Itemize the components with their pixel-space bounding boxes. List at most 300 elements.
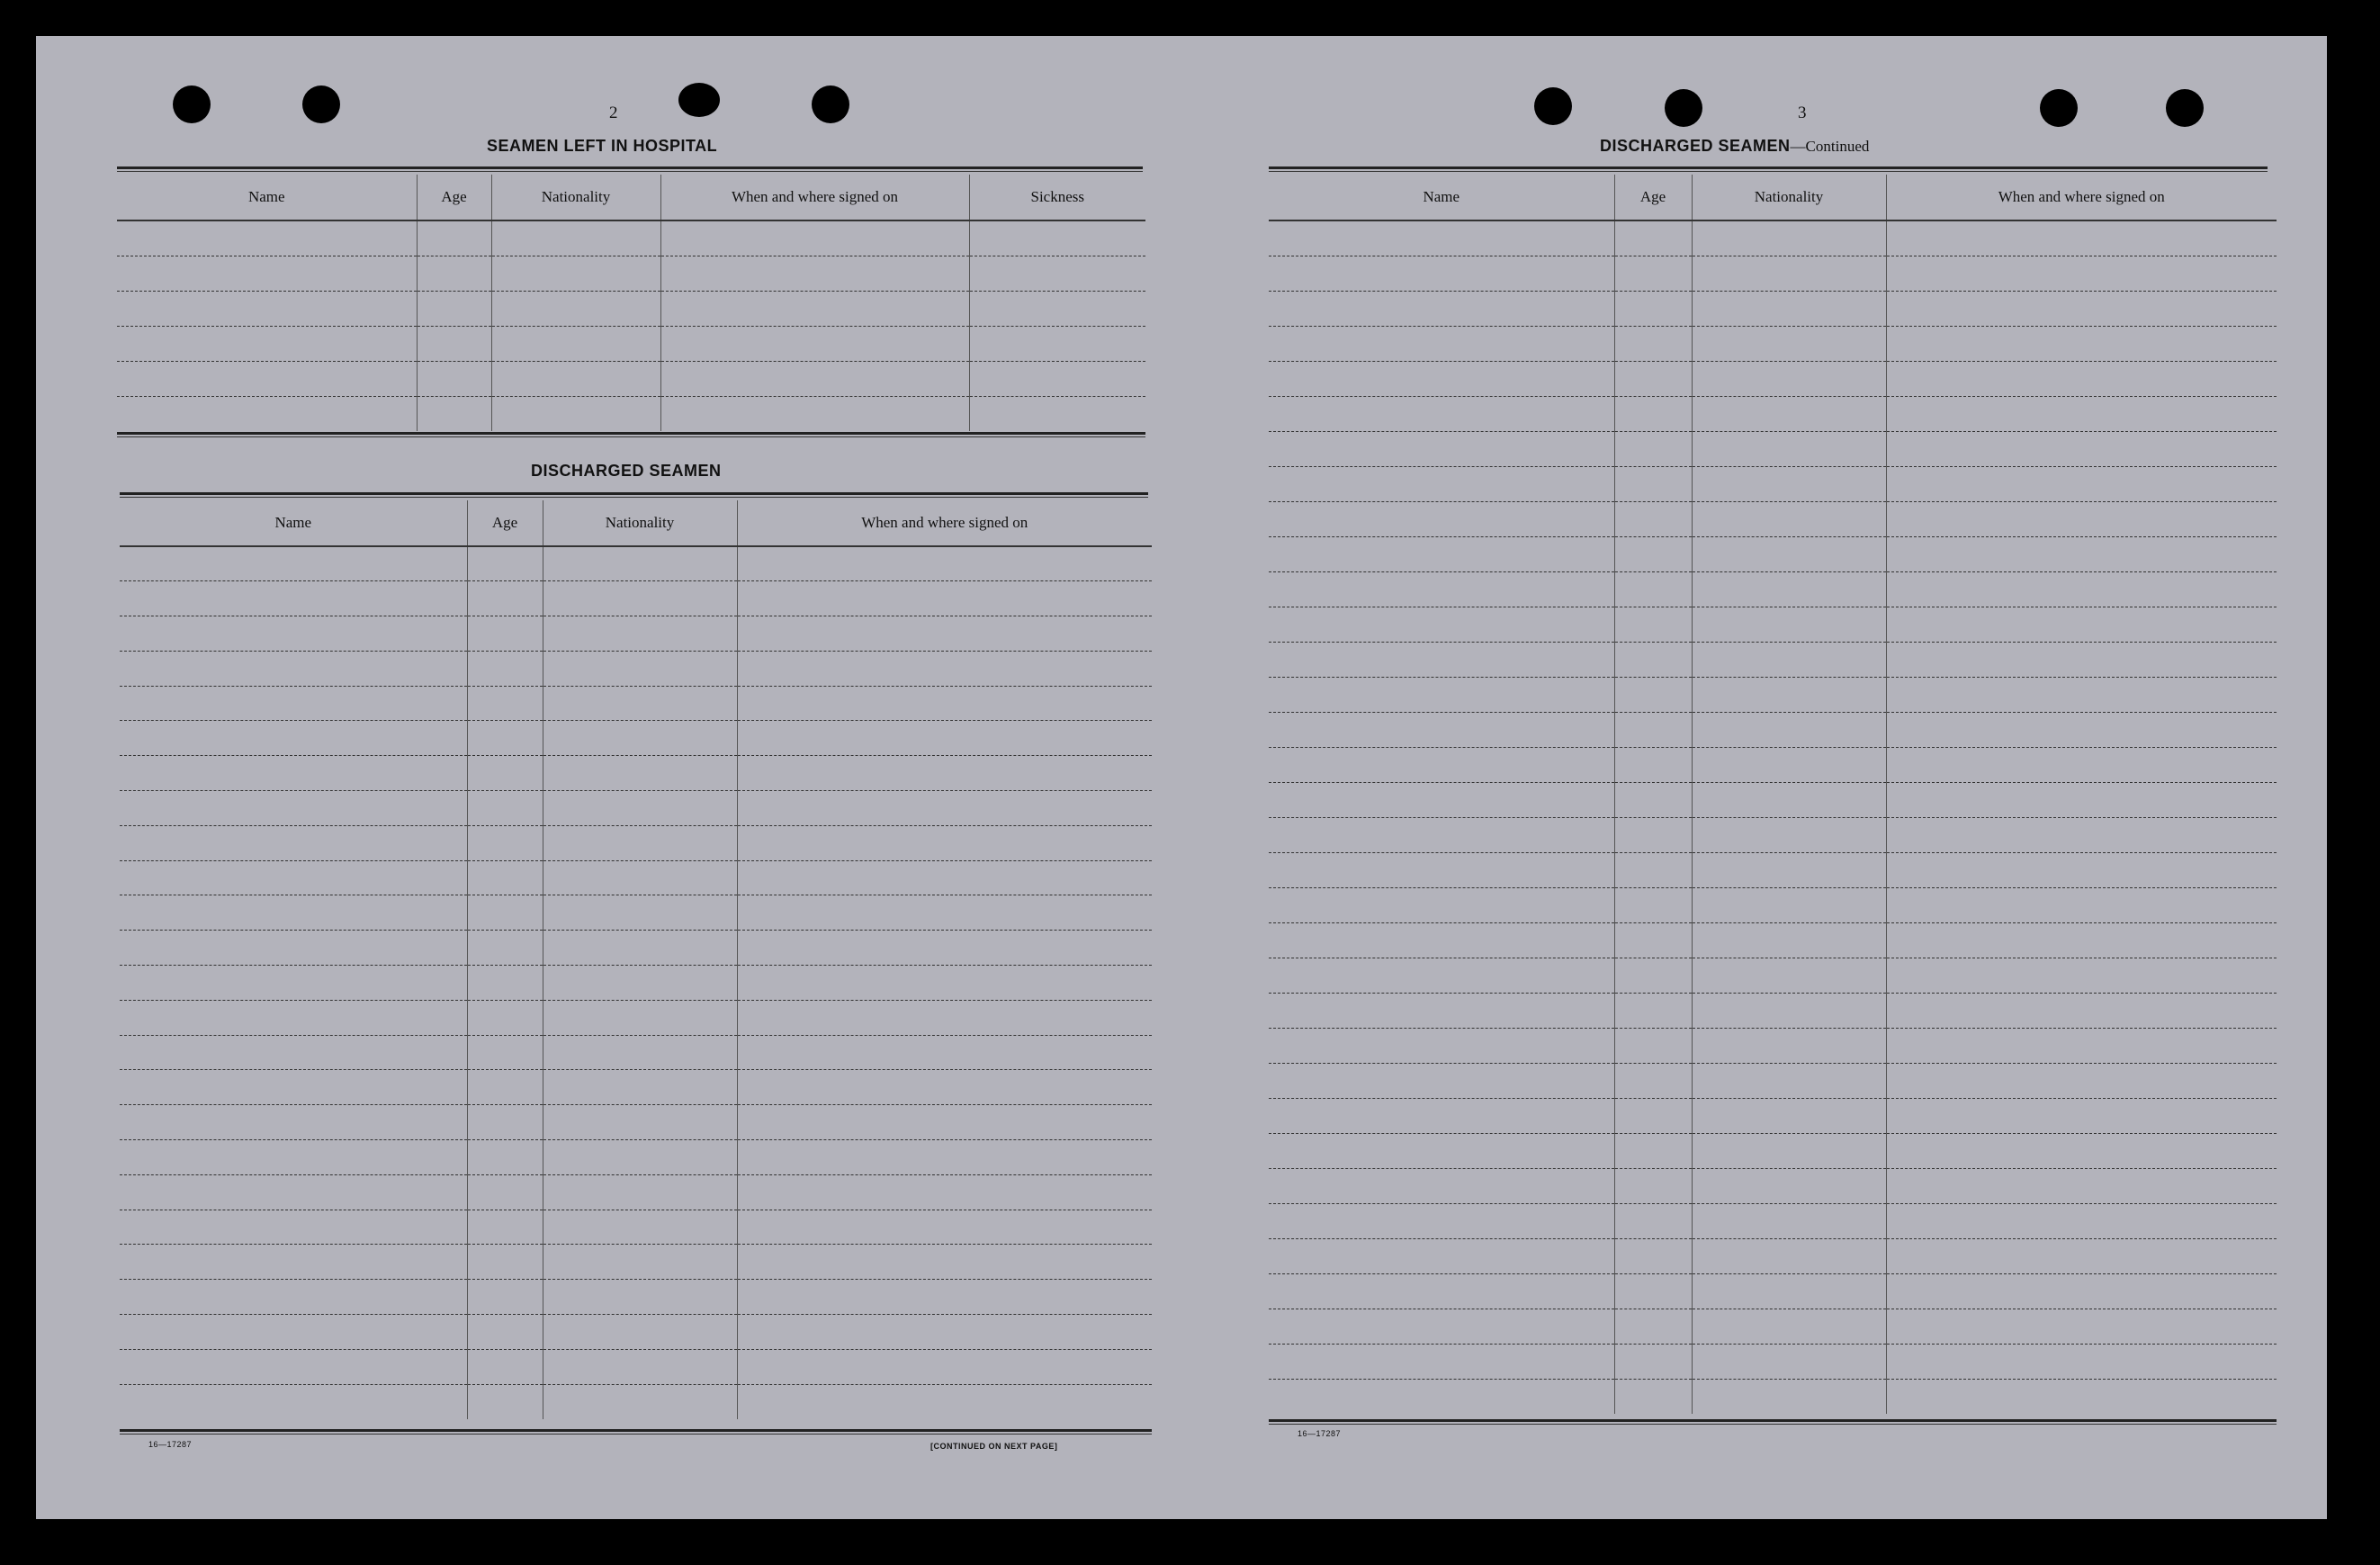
- blank-cell: [660, 361, 969, 396]
- blank-cell: [1269, 677, 1614, 712]
- blank-cell: [969, 326, 1145, 361]
- table-row: [1269, 431, 2277, 466]
- blank-cell: [543, 1349, 737, 1384]
- blank-cell: [1692, 256, 1886, 291]
- blank-cell: [1886, 1309, 2277, 1344]
- table-row: [120, 1070, 1152, 1105]
- blank-cell: [1614, 1273, 1692, 1309]
- blank-cell: [1886, 887, 2277, 922]
- blank-cell: [491, 326, 660, 361]
- blank-cell: [1269, 1098, 1614, 1133]
- blank-cell: [737, 1245, 1152, 1280]
- blank-cell: [969, 220, 1145, 256]
- double-rule: [120, 1429, 1152, 1432]
- blank-cell: [1269, 396, 1614, 431]
- blank-cell: [467, 756, 543, 791]
- blank-cell: [1269, 712, 1614, 747]
- blank-cell: [1886, 852, 2277, 887]
- blank-cell: [1886, 431, 2277, 466]
- table-row: [120, 966, 1152, 1001]
- table-row: [1269, 958, 2277, 993]
- blank-cell: [543, 686, 737, 721]
- blank-cell: [467, 1140, 543, 1175]
- blank-cell: [1692, 782, 1886, 817]
- blank-cell: [1614, 1309, 1692, 1344]
- blank-cell: [969, 291, 1145, 326]
- blank-cell: [1614, 1344, 1692, 1379]
- blank-cell: [120, 895, 467, 931]
- blank-cell: [543, 1210, 737, 1245]
- blank-cell: [467, 581, 543, 616]
- table-row: [1269, 466, 2277, 501]
- double-rule: [120, 492, 1148, 495]
- blank-cell: [1614, 1238, 1692, 1273]
- blank-cell: [491, 361, 660, 396]
- blank-cell: [491, 220, 660, 256]
- double-rule: [1269, 166, 2268, 169]
- blank-cell: [1886, 1379, 2277, 1414]
- blank-cell: [467, 895, 543, 931]
- discharged-table-title: DISCHARGED SEAMEN: [531, 462, 722, 480]
- blank-cell: [737, 616, 1152, 652]
- blank-cell: [1692, 817, 1886, 852]
- blank-cell: [1692, 607, 1886, 642]
- blank-cell: [1614, 291, 1692, 326]
- blank-cell: [467, 1105, 543, 1140]
- blank-cell: [1692, 1028, 1886, 1063]
- blank-cell: [1614, 1379, 1692, 1414]
- blank-cell: [1886, 220, 2277, 256]
- blank-cell: [1886, 922, 2277, 958]
- blank-cell: [417, 396, 491, 431]
- double-rule: [117, 166, 1143, 169]
- table-row: [120, 1280, 1152, 1315]
- blank-cell: [1692, 326, 1886, 361]
- blank-cell: [737, 791, 1152, 826]
- blank-cell: [120, 1245, 467, 1280]
- blank-cell: [543, 895, 737, 931]
- blank-cell: [467, 546, 543, 581]
- blank-cell: [737, 651, 1152, 686]
- blank-cell: [543, 931, 737, 966]
- hospital-table-title: SEAMEN LEFT IN HOSPITAL: [487, 137, 718, 155]
- table-row: [1269, 1063, 2277, 1098]
- column-header: Nationality: [543, 500, 737, 546]
- blank-cell: [1269, 501, 1614, 536]
- blank-cell: [1692, 922, 1886, 958]
- table-row: [120, 1245, 1152, 1280]
- blank-cell: [467, 1315, 543, 1350]
- blank-cell: [467, 966, 543, 1001]
- blank-cell: [543, 616, 737, 652]
- column-header: When and where signed on: [1886, 175, 2277, 220]
- blank-cell: [1886, 1273, 2277, 1309]
- blank-cell: [120, 1105, 467, 1140]
- blank-cell: [120, 1070, 467, 1105]
- blank-cell: [737, 966, 1152, 1001]
- blank-cell: [737, 1000, 1152, 1035]
- blank-cell: [737, 1105, 1152, 1140]
- blank-cell: [467, 1349, 543, 1384]
- table-row: [120, 1384, 1152, 1419]
- blank-cell: [737, 1315, 1152, 1350]
- blank-cell: [1269, 887, 1614, 922]
- table-row: [1269, 1344, 2277, 1379]
- table-row: [1269, 256, 2277, 291]
- blank-cell: [1614, 501, 1692, 536]
- table-row: [120, 546, 1152, 581]
- double-rule: [117, 432, 1145, 435]
- blank-cell: [120, 651, 467, 686]
- blank-cell: [1269, 1133, 1614, 1168]
- blank-cell: [737, 1210, 1152, 1245]
- table-row: [1269, 993, 2277, 1028]
- blank-cell: [1886, 501, 2277, 536]
- blank-cell: [1692, 852, 1886, 887]
- blank-cell: [120, 1174, 467, 1210]
- blank-cell: [543, 791, 737, 826]
- blank-cell: [1692, 1309, 1886, 1344]
- blank-cell: [120, 686, 467, 721]
- blank-cell: [543, 1315, 737, 1350]
- table-row: [1269, 326, 2277, 361]
- form-number: 16—17287: [148, 1440, 193, 1449]
- blank-cell: [1614, 396, 1692, 431]
- title-continued: —Continued: [1790, 138, 1870, 155]
- blank-cell: [120, 581, 467, 616]
- blank-cell: [1269, 922, 1614, 958]
- blank-cell: [1692, 501, 1886, 536]
- blank-cell: [1614, 1168, 1692, 1203]
- blank-cell: [1692, 466, 1886, 501]
- blank-cell: [660, 291, 969, 326]
- table-row: [1269, 1203, 2277, 1238]
- continued-note: [CONTINUED ON NEXT PAGE]: [930, 1442, 1058, 1451]
- blank-cell: [417, 326, 491, 361]
- blank-cell: [1614, 361, 1692, 396]
- blank-cell: [543, 966, 737, 1001]
- blank-cell: [120, 1210, 467, 1245]
- blank-cell: [1886, 361, 2277, 396]
- blank-cell: [543, 1245, 737, 1280]
- blank-cell: [1269, 361, 1614, 396]
- blank-cell: [543, 1140, 737, 1175]
- blank-cell: [1614, 431, 1692, 466]
- discharged-continued-title: [1600, 137, 1869, 156]
- table-row: [120, 1105, 1152, 1140]
- table-row: [120, 1315, 1152, 1350]
- blank-cell: [1692, 361, 1886, 396]
- blank-cell: [737, 721, 1152, 756]
- blank-cell: [1614, 712, 1692, 747]
- blank-cell: [1886, 1133, 2277, 1168]
- table-row: [1269, 571, 2277, 607]
- table-row: [117, 361, 1145, 396]
- blank-cell: [117, 396, 417, 431]
- blank-cell: [1692, 1168, 1886, 1203]
- table-row: [117, 220, 1145, 256]
- blank-cell: [1269, 256, 1614, 291]
- blank-cell: [1614, 677, 1692, 712]
- blank-cell: [117, 256, 417, 291]
- table-row: [1269, 1309, 2277, 1344]
- table-row: [117, 256, 1145, 291]
- blank-cell: [1692, 571, 1886, 607]
- table-row: [120, 1349, 1152, 1384]
- blank-cell: [1692, 431, 1886, 466]
- table-row: [120, 895, 1152, 931]
- table-row: [1269, 1133, 2277, 1168]
- blank-cell: [1886, 677, 2277, 712]
- discharged-table: [120, 500, 1152, 1419]
- blank-cell: [1692, 291, 1886, 326]
- blank-cell: [120, 966, 467, 1001]
- blank-cell: [1269, 220, 1614, 256]
- blank-cell: [467, 1245, 543, 1280]
- blank-cell: [737, 931, 1152, 966]
- column-header: Age: [417, 175, 491, 220]
- blank-cell: [1269, 1168, 1614, 1203]
- blank-cell: [467, 791, 543, 826]
- blank-cell: [1692, 1344, 1886, 1379]
- blank-cell: [1614, 466, 1692, 501]
- column-header: Nationality: [1692, 175, 1886, 220]
- blank-cell: [417, 256, 491, 291]
- blank-cell: [467, 1070, 543, 1105]
- blank-cell: [1886, 1063, 2277, 1098]
- blank-cell: [1614, 1028, 1692, 1063]
- table-row: [120, 686, 1152, 721]
- table-row: [1269, 642, 2277, 677]
- blank-cell: [1269, 993, 1614, 1028]
- table-row: [117, 396, 1145, 431]
- blank-cell: [1692, 1273, 1886, 1309]
- table-row: [1269, 677, 2277, 712]
- blank-cell: [1614, 220, 1692, 256]
- blank-cell: [969, 256, 1145, 291]
- blank-cell: [1614, 1098, 1692, 1133]
- blank-cell: [1692, 747, 1886, 782]
- table-row: [1269, 712, 2277, 747]
- blank-cell: [737, 1070, 1152, 1105]
- blank-cell: [660, 220, 969, 256]
- table-row: [120, 1035, 1152, 1070]
- blank-cell: [1269, 817, 1614, 852]
- blank-cell: [1269, 782, 1614, 817]
- blank-cell: [1614, 256, 1692, 291]
- blank-cell: [1886, 536, 2277, 571]
- blank-cell: [1886, 1168, 2277, 1203]
- blank-cell: [543, 1105, 737, 1140]
- table-row: [1269, 1098, 2277, 1133]
- blank-cell: [120, 825, 467, 860]
- blank-cell: [467, 860, 543, 895]
- blank-cell: [1269, 1273, 1614, 1309]
- blank-cell: [1692, 1203, 1886, 1238]
- blank-cell: [969, 361, 1145, 396]
- blank-cell: [1269, 1309, 1614, 1344]
- table-row: [120, 1210, 1152, 1245]
- discharged-continued-table: [1269, 175, 2277, 1414]
- table-row: [1269, 852, 2277, 887]
- blank-cell: [120, 1349, 467, 1384]
- table-row: [1269, 361, 2277, 396]
- blank-cell: [737, 1035, 1152, 1070]
- blank-cell: [737, 1174, 1152, 1210]
- blank-cell: [1614, 817, 1692, 852]
- blank-cell: [467, 616, 543, 652]
- column-header: When and where signed on: [737, 500, 1152, 546]
- blank-cell: [1886, 256, 2277, 291]
- blank-cell: [1886, 466, 2277, 501]
- blank-cell: [1692, 642, 1886, 677]
- blank-cell: [117, 220, 417, 256]
- blank-cell: [467, 825, 543, 860]
- blank-cell: [467, 686, 543, 721]
- table-row: [1269, 1273, 2277, 1309]
- table-row: [1269, 922, 2277, 958]
- blank-cell: [737, 686, 1152, 721]
- column-header: Sickness: [969, 175, 1145, 220]
- table-row: [1269, 747, 2277, 782]
- page-number: 3: [1798, 103, 1807, 122]
- blank-cell: [969, 396, 1145, 431]
- blank-cell: [1692, 1238, 1886, 1273]
- table-row: [1269, 396, 2277, 431]
- blank-cell: [417, 220, 491, 256]
- table-row: [120, 721, 1152, 756]
- blank-cell: [491, 256, 660, 291]
- blank-cell: [1269, 1028, 1614, 1063]
- blank-cell: [120, 931, 467, 966]
- blank-cell: [467, 1384, 543, 1419]
- blank-cell: [543, 825, 737, 860]
- table-row: [1269, 220, 2277, 256]
- blank-cell: [1886, 958, 2277, 993]
- blank-cell: [467, 931, 543, 966]
- blank-cell: [1614, 1133, 1692, 1168]
- table-row: [1269, 607, 2277, 642]
- blank-cell: [1886, 642, 2277, 677]
- table-row: [117, 326, 1145, 361]
- blank-cell: [1886, 993, 2277, 1028]
- table-row: [1269, 536, 2277, 571]
- blank-cell: [1692, 1379, 1886, 1414]
- blank-cell: [1614, 782, 1692, 817]
- blank-cell: [1614, 887, 1692, 922]
- blank-cell: [1614, 326, 1692, 361]
- blank-cell: [1886, 1098, 2277, 1133]
- blank-cell: [120, 1280, 467, 1315]
- blank-cell: [120, 1035, 467, 1070]
- table-row: [120, 1174, 1152, 1210]
- blank-cell: [120, 616, 467, 652]
- blank-cell: [467, 651, 543, 686]
- blank-cell: [737, 546, 1152, 581]
- blank-cell: [467, 1280, 543, 1315]
- table-row: [117, 291, 1145, 326]
- double-rule: [1269, 1419, 2277, 1422]
- blank-cell: [1692, 1063, 1886, 1098]
- blank-cell: [120, 860, 467, 895]
- blank-cell: [1692, 220, 1886, 256]
- blank-cell: [1886, 747, 2277, 782]
- blank-cell: [120, 756, 467, 791]
- blank-cell: [737, 1280, 1152, 1315]
- blank-cell: [737, 581, 1152, 616]
- table-row: [1269, 501, 2277, 536]
- blank-cell: [737, 1140, 1152, 1175]
- table-row: [1269, 291, 2277, 326]
- blank-cell: [543, 1280, 737, 1315]
- hospital-table: [117, 175, 1145, 431]
- table-row: [120, 616, 1152, 652]
- blank-cell: [1269, 642, 1614, 677]
- blank-cell: [543, 1070, 737, 1105]
- blank-cell: [117, 291, 417, 326]
- table-row: [1269, 1168, 2277, 1203]
- blank-cell: [660, 396, 969, 431]
- page-number: 2: [609, 103, 618, 122]
- blank-cell: [120, 1000, 467, 1035]
- blank-cell: [543, 1035, 737, 1070]
- blank-cell: [467, 1035, 543, 1070]
- blank-cell: [1269, 291, 1614, 326]
- blank-cell: [1692, 396, 1886, 431]
- column-header: Name: [1269, 175, 1614, 220]
- table-row: [1269, 1379, 2277, 1414]
- blank-cell: [1269, 571, 1614, 607]
- blank-cell: [1886, 571, 2277, 607]
- column-header: Name: [120, 500, 467, 546]
- blank-cell: [1886, 1344, 2277, 1379]
- column-header: Age: [1614, 175, 1692, 220]
- blank-cell: [1886, 1203, 2277, 1238]
- scanned-document-sheet: [36, 36, 2327, 1519]
- blank-cell: [1269, 1063, 1614, 1098]
- table-row: [120, 860, 1152, 895]
- blank-cell: [660, 256, 969, 291]
- blank-cell: [120, 721, 467, 756]
- blank-cell: [737, 1349, 1152, 1384]
- blank-cell: [543, 860, 737, 895]
- table-row: [120, 756, 1152, 791]
- blank-cell: [417, 291, 491, 326]
- blank-cell: [1886, 1028, 2277, 1063]
- blank-cell: [1886, 396, 2277, 431]
- blank-cell: [117, 361, 417, 396]
- column-header: When and where signed on: [660, 175, 969, 220]
- title-main: DISCHARGED SEAMEN: [1600, 137, 1791, 155]
- table-row: [1269, 1028, 2277, 1063]
- blank-cell: [543, 651, 737, 686]
- blank-cell: [1692, 677, 1886, 712]
- blank-cell: [737, 825, 1152, 860]
- table-row: [1269, 887, 2277, 922]
- blank-cell: [1886, 712, 2277, 747]
- blank-cell: [1614, 852, 1692, 887]
- blank-cell: [660, 326, 969, 361]
- blank-cell: [737, 860, 1152, 895]
- blank-cell: [120, 1384, 467, 1419]
- table-row: [1269, 817, 2277, 852]
- blank-cell: [543, 1174, 737, 1210]
- blank-cell: [120, 791, 467, 826]
- blank-cell: [467, 1210, 543, 1245]
- blank-cell: [1269, 326, 1614, 361]
- blank-cell: [1269, 1203, 1614, 1238]
- blank-cell: [1692, 993, 1886, 1028]
